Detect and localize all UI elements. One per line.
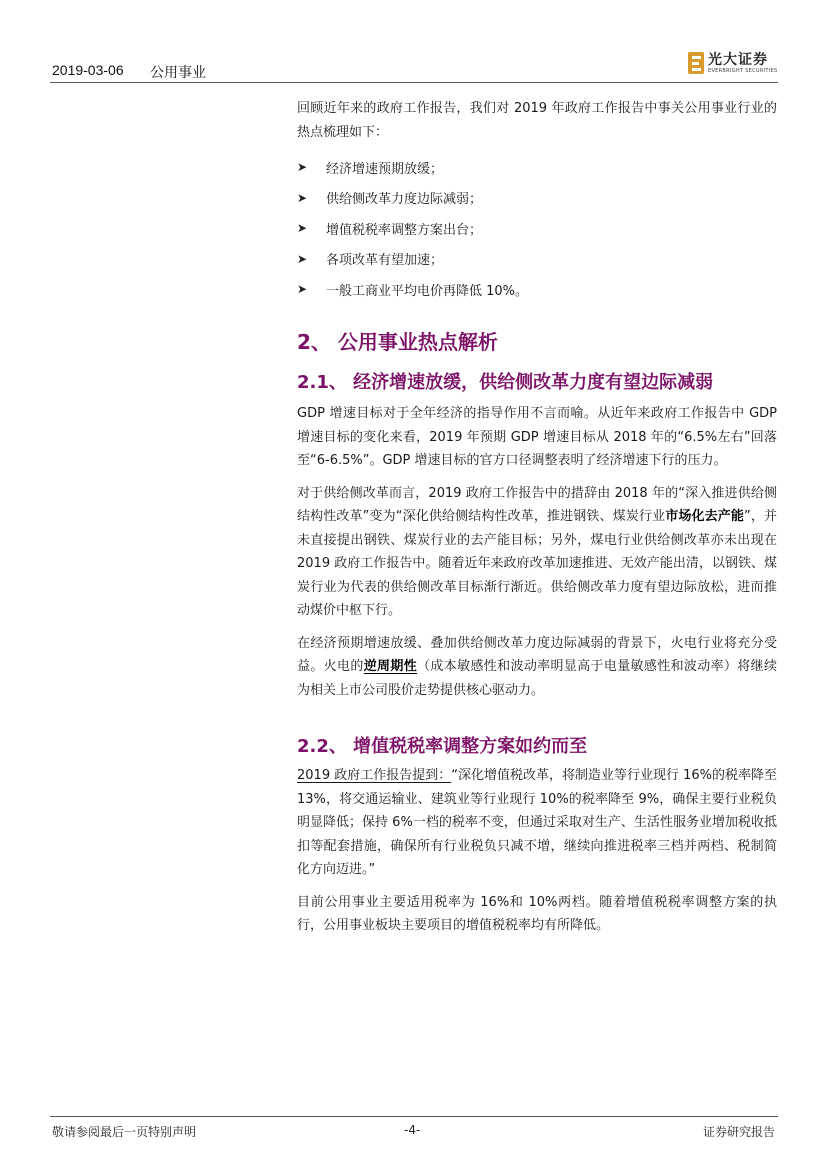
bullet-arrow-icon: ➤ [297,221,308,236]
header-divider [50,82,778,83]
intro-block [297,97,777,144]
logo-english-name: EVERBRIGHT SECURITIES [708,67,778,74]
section-2-1-body [297,402,777,702]
report-sector: 公用事业 [150,65,206,81]
vat-quote-paragraph [297,764,777,882]
list-item [297,183,528,214]
list-item [297,152,528,183]
thermal-text-a: 在经济预期增速放缓、叠加供给侧改革力度边际减弱的背景下，火电行业将充分受益。火电的 [297,635,777,674]
list-item [297,244,528,275]
company-logo [688,52,777,74]
vat-quote-source: 2019 政府工作报告提到： [297,768,452,783]
section-2-1-heading: 2.1、 经济增速放缓，供给侧改革力度有望边际减弱 [297,372,714,393]
supply-side-paragraph [297,482,777,623]
thermal-power-paragraph [297,632,777,703]
bullet-text: 各项改革有望加速； [326,253,444,269]
report-date: 2019-03-06 [52,62,124,78]
vat-quote-text: “深化增值税改革，将制造业等行业现行 16%的税率降至 13%，将交通运输业、建筑业等行业现行 10%的税率降至 9%，确保主要行业税负明显降低；保持 6%一档的税率不变，但通过采取对生产、生活性服务业增加税收抵扣等配套措施，确保所有行业税负只减不增，继续向推进税率三档并两档、税制简化方向迈进。” [297,768,778,877]
section-2-2-body [297,764,777,938]
list-item [297,274,528,305]
hotspot-bullet-list [297,152,528,305]
bullet-text: 增值税税率调整方案出台； [326,222,483,238]
section-2-2-heading: 2.2、 增值税税率调整方案如约而至 [297,736,588,757]
supply-side-text-b: ”，并未直接提出钢铁、煤炭行业的去产能目标；另外，煤电行业供给侧改革亦未出现在 2019 政府工作报告中。随着近年来政府改革加速推进、无效产能出清，以钢铁、煤炭行业为代表的供给侧改革目标渐行渐近。供给侧改革力度有望边际放松，进而推动煤价中枢下行。 [297,509,777,618]
supply-side-text-a: 对于供给侧改革而言，2019 政府工作报告中的措辞由 2018 年的“深入推进供给侧结构性改革”变为“深化供给侧结构性改革，推进钢铁、煤炭行业 [297,485,777,524]
supply-side-emphasis: 市场化去产能 [665,509,744,524]
bullet-text: 供给侧改革力度边际减弱； [326,192,483,208]
list-item [297,213,528,244]
gdp-paragraph: GDP 增速目标对于全年经济的指导作用不言而喻。从近年来政府工作报告中 GDP 增速目标的变化来看，2019 年预期 GDP 增速目标从 2018 年的“6.5%左右”回落至“6-6.5%”。GDP 增速目标的官方口径调整表明了经济增速下行的压力。 [297,406,777,468]
bullet-text: 一般工商业平均电价再降低 10%。 [326,283,529,299]
bullet-arrow-icon: ➤ [297,251,308,266]
thermal-text-b: （成本敏感性和波动率明显高于电量敏感性和波动率）将继续为相关上市公司股价走势提供核心驱动力。 [297,659,777,698]
bullet-text: 经济增速预期放缓； [326,161,444,177]
logo-chinese-name: 光大证券 [708,51,768,68]
section-2-heading: 2、 公用事业热点解析 [297,330,498,354]
disclaimer-note: 敬请参阅最后一页特别声明 [52,1125,197,1139]
intro-paragraph: 回顾近年来的政府工作报告，我们对 2019 年政府工作报告中事关公用事业行业的热点梳理如下： [297,101,777,140]
vat-impact-paragraph: 目前公用事业主要适用税率为 16%和 10%两档。随着增值税税率调整方案的执行，公用事业板块主要项目的增值税税率均有所降低。 [297,894,777,933]
logo-mark-icon [688,52,704,74]
countercyclical-emphasis: 逆周期性 [363,659,418,674]
footer-divider [50,1116,778,1117]
report-type: 证券研究报告 [703,1125,776,1139]
bullet-arrow-icon: ➤ [297,282,308,297]
bullet-arrow-icon: ➤ [297,160,308,175]
page-number: -4- [404,1123,421,1137]
bullet-arrow-icon: ➤ [297,190,308,205]
